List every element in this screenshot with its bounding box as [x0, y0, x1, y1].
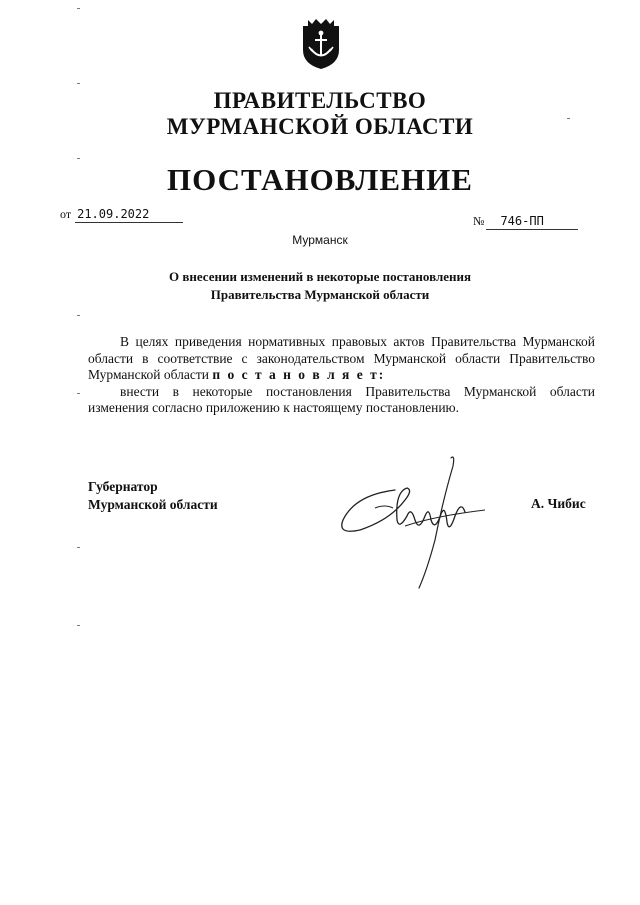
date-field — [60, 207, 183, 223]
org-name-line2: МУРМАНСКОЙ ОБЛАСТИ — [166, 114, 474, 139]
body-paragraph-1-text: В целях приведения нормативных правовых актов Правительства Мурманской области в соответствие с законодательством Мурманской области Правительство Мурманской области — [88, 334, 595, 382]
body-paragraph-2: внести в некоторые постановления Правительства Мурманской области изменения согласно приложению к настоящему постановлению. — [88, 383, 595, 415]
scan-speck — [77, 8, 80, 9]
scan-speck — [77, 158, 80, 159]
date-label: от — [60, 207, 72, 221]
subject-line1: О внесении изменений в некоторые постановления — [168, 269, 472, 284]
document-type: ПОСТАНОВЛЕНИЕ — [167, 162, 473, 197]
scan-speck — [77, 315, 80, 316]
scan-speck — [567, 118, 570, 119]
number-label: № — [473, 214, 485, 228]
number-field — [473, 214, 578, 230]
number-value: 746-ПП — [486, 214, 578, 230]
murmansk-coat-of-arms-icon — [300, 16, 342, 70]
signatory-title-line2: Мурманской области — [88, 497, 218, 512]
body-text — [88, 334, 595, 417]
body-paragraph-1 — [88, 334, 595, 384]
scan-speck — [77, 83, 80, 84]
handwritten-signature — [335, 450, 495, 600]
scan-speck — [77, 547, 80, 548]
city: Мурманск — [292, 233, 348, 247]
subject-line2: Правительства Мурманской области — [210, 287, 430, 302]
scan-speck — [77, 625, 80, 626]
signatory-title-line1: Губернатор — [88, 479, 158, 494]
resolves-emphasis: п о с т а н о в л я е т: — [212, 367, 386, 382]
date-value: 21.09.2022 — [75, 207, 183, 223]
org-name-line1: ПРАВИТЕЛЬСТВО — [213, 88, 427, 113]
signatory-name: А. Чибис — [531, 496, 586, 511]
scan-speck — [77, 393, 80, 394]
